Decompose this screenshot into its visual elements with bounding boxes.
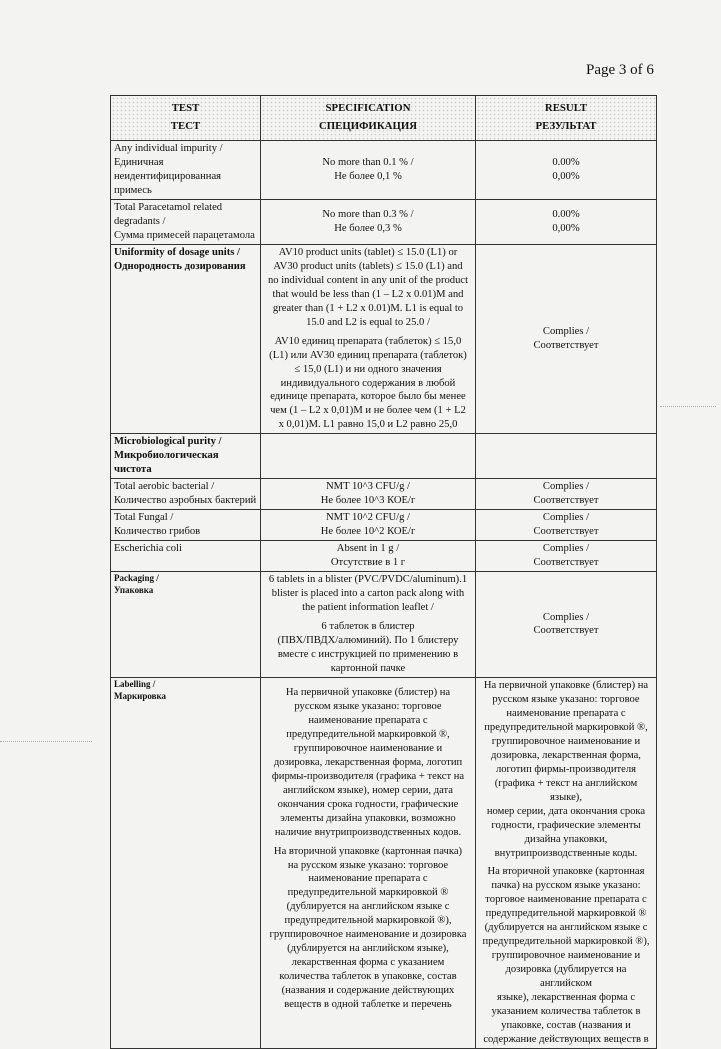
cell-text-line: (дублируется на английском языке), xyxy=(287,943,449,955)
test-cell xyxy=(111,572,261,678)
cell-text-line: Количество грибов xyxy=(114,526,201,538)
cell-text-line: Complies / xyxy=(542,481,590,493)
cell-text-line: торговое наименование препарата с xyxy=(485,894,647,906)
cell-text-line: Microbiological purity / xyxy=(114,436,222,448)
spec-cell xyxy=(261,572,476,678)
cell-text-line: группировочное наименование и xyxy=(491,735,641,747)
cell-text-line: that would be less than (1 – L2 x 0.01)M and xyxy=(272,288,464,300)
test-cell xyxy=(111,677,261,1048)
cell-text-line: Escherichia coli xyxy=(114,543,182,555)
cell-text-line: SPECIFICATION xyxy=(325,102,411,115)
cell-text-line: (графика + текст на английском языке), xyxy=(494,777,638,803)
page-number: Page 3 of 6 xyxy=(586,62,654,78)
header-test xyxy=(111,96,261,141)
cell-text-line: No more than 0.1 % / xyxy=(322,156,414,168)
cell-text-line: Соответствует xyxy=(533,526,599,538)
cell-text-line: упаковке, состав (названия и xyxy=(501,1020,631,1032)
cell-text-line: AV10 product units (tablet) ≤ 15.0 (L1) or xyxy=(278,246,458,258)
cell-text-line: Total Paracetamol related xyxy=(114,201,223,213)
cell-text-line: предупредительной маркировкой ®, xyxy=(286,728,450,740)
cell-text-line: 0,00% xyxy=(552,170,580,182)
cell-text-line: единице препарата, которое было бы менее xyxy=(270,391,466,403)
specification-table xyxy=(110,95,657,1049)
cell-text-line: наименование препарата с xyxy=(308,873,428,885)
scan-artifact-line xyxy=(660,406,716,407)
cell-text-line: предупредительной маркировкой ®), xyxy=(284,915,452,927)
cell-text-line: Отсутствие в 1 г xyxy=(330,557,406,569)
cell-text-line: Соответствует xyxy=(533,625,599,637)
cell-text-line: дозировка (дублируется на английском xyxy=(505,964,627,990)
cell-text-line: вместе с инструкцией по применению в xyxy=(277,648,459,660)
cell-text-line: Единичная xyxy=(114,156,164,168)
result-cell xyxy=(476,479,657,510)
cell-text-line: Complies / xyxy=(542,611,590,623)
cell-text-line: no individual content in any unit of the product xyxy=(267,274,469,286)
cell-text-line: индивидуального содержания в любой xyxy=(280,377,456,389)
cell-text-line: РЕЗУЛЬТАТ xyxy=(535,119,597,132)
cell-text-line: Маркировка xyxy=(114,690,167,701)
cell-text-line: Соответствует xyxy=(533,495,599,507)
cell-text-line: ≤ 15,0 (L1) и ни одного значения xyxy=(294,363,442,375)
table-row xyxy=(111,434,657,479)
cell-text-line: Absent in 1 g / xyxy=(336,543,400,555)
cell-text-line: 0.00% xyxy=(552,156,580,168)
result-cell xyxy=(476,244,657,434)
result-cell xyxy=(476,141,657,200)
cell-text-line: Микробиологическая чистота xyxy=(114,450,219,476)
cell-text-line: количества таблеток в упаковке, состав xyxy=(279,971,457,983)
spec-cell xyxy=(261,244,476,434)
cell-text-line: the patient information leaflet / xyxy=(302,602,434,614)
cell-text-line: (L1) или AV30 единиц препарата (таблеток) xyxy=(269,349,467,361)
cell-text-line: наименование препарата с xyxy=(308,714,428,726)
spec-cell xyxy=(261,541,476,572)
cell-text-line: пачка) на русском языке указано: xyxy=(491,880,641,892)
table-row xyxy=(111,244,657,434)
cell-text-line: предупредительной маркировкой ®, xyxy=(484,721,648,733)
table-row xyxy=(111,541,657,572)
cell-text-line: лекарственная форма с указанием xyxy=(291,957,445,969)
cell-text-line: веществ в одной таблетке и перечень xyxy=(284,999,452,1011)
cell-text-line: NMT 10^2 CFU/g / xyxy=(326,512,410,524)
cell-text-line: Соответствует xyxy=(533,557,599,569)
test-cell xyxy=(111,244,261,434)
cell-text-line: Complies / xyxy=(542,512,590,524)
cell-text-line: Не более 10^2 КОЕ/г xyxy=(320,526,416,538)
result-cell xyxy=(476,541,657,572)
cell-text-line: Количество аэробных бактерий xyxy=(114,495,257,507)
cell-text-line: окончания срока годности, графические xyxy=(277,798,459,810)
cell-text-line: На вторичной упаковке (картонная пачка) xyxy=(273,845,463,857)
cell-text-line: Не более 10^3 КОЕ/г xyxy=(320,495,416,507)
cell-text-line: Complies / xyxy=(542,326,590,338)
cell-text-line: Packaging / xyxy=(114,573,159,584)
cell-text-line: наличие внутрипроизводственных кодов. xyxy=(274,826,462,838)
test-cell xyxy=(111,199,261,244)
cell-text-line: (ПВХ/ПВДХ/алюминий). По 1 блистеру xyxy=(277,634,459,646)
spec-cell xyxy=(261,677,476,1048)
cell-text-line: Complies / xyxy=(542,543,590,555)
cell-text-line: На первичной упаковке (блистер) на xyxy=(285,686,451,698)
cell-text-line: Сумма примесей парацетамола xyxy=(114,229,255,241)
cell-text-line: дизайна упаковки, xyxy=(524,833,608,845)
cell-text-line: Однородность дозирования xyxy=(114,260,246,272)
result-cell xyxy=(476,572,657,678)
cell-text-line: 6 tablets in a blister (PVC/PVDC/aluminum).1 xyxy=(268,574,468,586)
spec-cell xyxy=(261,479,476,510)
cell-text-line: дозировка, лекарственная форма, логотип xyxy=(273,756,463,768)
scan-artifact-line xyxy=(0,741,92,742)
test-cell xyxy=(111,141,261,200)
header-specification xyxy=(261,96,476,141)
cell-text-line: русском языке указано: торговое xyxy=(492,693,640,705)
cell-text-line: СПЕЦИФИКАЦИЯ xyxy=(318,119,418,132)
cell-text-line: Упаковка xyxy=(114,584,154,595)
cell-text-line: Соответствует xyxy=(533,340,599,352)
cell-text-line: внутрипроизводственные коды. xyxy=(494,847,638,859)
cell-text-line: degradants / xyxy=(114,215,166,227)
cell-text-line: наименование препарата с xyxy=(506,707,626,719)
cell-text-line: 15.0 and L2 is equal to 25.0 / xyxy=(306,316,430,328)
cell-text-line: На первичной упаковке (блистер) на xyxy=(483,679,649,691)
cell-text-line: предупредительной маркировкой ® xyxy=(485,908,647,920)
header-result xyxy=(476,96,657,141)
section-heading-micro xyxy=(111,434,261,479)
table-row xyxy=(111,572,657,678)
cell-text-line: AV30 product units (tablets) ≤ 15.0 (L1) and xyxy=(273,260,463,272)
cell-text-line: (дублируется на английском языке с xyxy=(286,901,450,913)
cell-text-line: предупредительной маркировкой ® xyxy=(287,887,449,899)
cell-text-line: No more than 0.3 % / xyxy=(322,208,414,220)
cell-text-line: фирмы-производителя (графика + текст на xyxy=(271,770,465,782)
cell-text-line: указанием количества таблеток в xyxy=(491,1006,641,1018)
cell-text-line: Any individual impurity / xyxy=(114,143,223,154)
cell-text-line: (названия и содержание действующих xyxy=(281,985,455,997)
cell-text-line: Не более 0,3 % xyxy=(334,222,402,234)
spec-cell xyxy=(261,141,476,200)
spec-cell xyxy=(261,199,476,244)
cell-text-line: языке), лекарственная форма с xyxy=(496,992,636,1004)
table-row xyxy=(111,677,657,1048)
test-cell xyxy=(111,510,261,541)
result-cell xyxy=(476,199,657,244)
test-cell xyxy=(111,479,261,510)
cell-text-line: 6 таблеток в блистер xyxy=(321,621,415,632)
table-row xyxy=(111,510,657,541)
test-cell xyxy=(111,541,261,572)
cell-text-line: группировочное наименование и xyxy=(491,950,641,962)
cell-text-line: Uniformity of dosage units / xyxy=(114,246,240,258)
cell-text-line: русском языке указано: торговое xyxy=(294,700,442,712)
spec-cell xyxy=(261,434,476,479)
cell-text-line: содержание действующих веществ в xyxy=(483,1034,649,1046)
result-cell xyxy=(476,510,657,541)
cell-text-line: элементы дизайна упаковки, возможно xyxy=(280,812,456,824)
cell-text-line: Labelling / xyxy=(114,678,156,689)
cell-text-line: предупредительной маркировкой ®), xyxy=(482,936,650,948)
cell-text-line: Не более 0,1 % xyxy=(334,170,402,182)
cell-text-line: Total Fungal / xyxy=(114,512,174,524)
spec-cell xyxy=(261,510,476,541)
cell-text-line: NMT 10^3 CFU/g / xyxy=(326,481,410,493)
cell-text-line: ТЕСТ xyxy=(170,119,201,132)
cell-text-line: годности, графические элементы xyxy=(491,819,641,831)
cell-text-line: группировочное наименование и дозировка xyxy=(269,929,467,941)
cell-text-line: AV10 единиц препарата (таблеток) ≤ 15,0 xyxy=(274,335,462,347)
cell-text-line: чем (1 – L2 x 0,01)M и не более чем (1 + L2 xyxy=(270,405,466,417)
table-row xyxy=(111,199,657,244)
result-cell xyxy=(476,677,657,1048)
cell-text-line: RESULT xyxy=(544,102,588,115)
cell-text-line: логотип фирмы-производителя xyxy=(495,763,637,775)
cell-text-line: группировочное наименование и xyxy=(293,742,443,754)
cell-text-line: greater than (1 + L2 x 0.01)M. L1 is equal to xyxy=(272,302,464,314)
table-header-row xyxy=(111,96,657,141)
cell-text-line: дозировка, лекарственная форма, xyxy=(491,749,641,761)
cell-text-line: x 0,01)M. L1 равно 15,0 и L2 равно 25,0 xyxy=(278,419,458,431)
cell-text-line: blister is placed into a carton pack along with xyxy=(271,588,465,600)
cell-text-line: (дублируется на английском языке с xyxy=(484,922,648,934)
cell-text-line: На вторичной упаковке (картонная xyxy=(487,866,645,878)
cell-text-line: Total aerobic bacterial / xyxy=(114,481,215,493)
cell-text-line: картонной пачке xyxy=(330,662,406,674)
cell-text-line: английском языке), номер серии, дата xyxy=(282,784,453,796)
table-row xyxy=(111,479,657,510)
cell-text-line: примесь xyxy=(114,184,152,196)
result-cell xyxy=(476,434,657,479)
cell-text-line: 0,00% xyxy=(552,222,580,234)
table-row xyxy=(111,141,657,200)
cell-text-line: неидентифицированная xyxy=(114,170,222,182)
cell-text-line: на русском языке указано: торговое xyxy=(287,859,449,871)
cell-text-line: 0.00% xyxy=(552,208,580,220)
cell-text-line: номер серии, дата окончания срока xyxy=(486,805,646,817)
cell-text-line: TEST xyxy=(171,102,200,115)
